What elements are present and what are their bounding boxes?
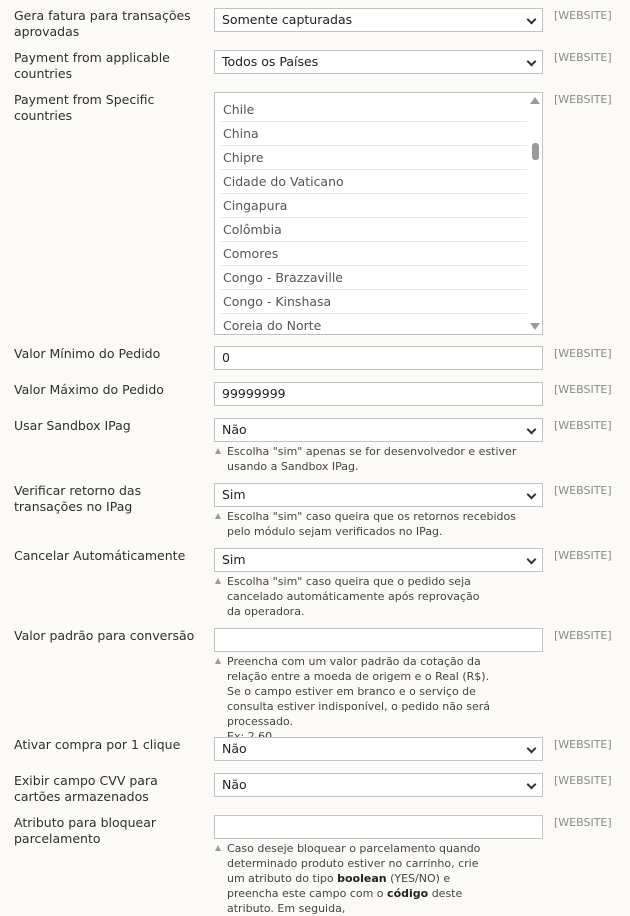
applicable-countries-value: Todos os Países	[222, 54, 319, 69]
one-click-select-value: Não	[222, 741, 247, 756]
verify-return-select-value: Sim	[222, 487, 246, 502]
invoice-select-value: Somente capturadas	[222, 12, 353, 27]
cvv-stored-select-value: Não	[222, 777, 247, 792]
scope-label: [WEBSITE]	[554, 484, 612, 497]
sandbox-label: Usar Sandbox IPag	[14, 418, 131, 433]
note-arrow-icon	[215, 845, 221, 851]
block-installments-note	[227, 841, 497, 916]
sandbox-select-value: Não	[222, 422, 247, 437]
scope-label: [WEBSITE]	[554, 549, 612, 562]
one-click-select[interactable]	[214, 737, 543, 761]
min-order-input[interactable]	[214, 346, 543, 370]
country-option[interactable]: Cidade do Vaticano	[221, 171, 527, 194]
scope-label: [WEBSITE]	[554, 51, 612, 64]
note-arrow-icon	[215, 448, 221, 454]
country-option[interactable]: Coreia do Norte	[223, 318, 322, 333]
note-text: deste atributo. Em seguida,	[227, 887, 463, 915]
scroll-up-arrow-icon[interactable]	[530, 97, 540, 104]
sandbox-note: Escolha "sim" apenas se for desenvolvedor e estiver usando a Sandbox IPag.	[227, 445, 517, 473]
country-option[interactable]: Chile	[221, 99, 527, 122]
max-order-label: Valor Máximo do Pedido	[14, 382, 164, 397]
country-option[interactable]: Comores	[221, 243, 527, 266]
note-arrow-icon	[215, 658, 221, 664]
country-option[interactable]: Congo - Kinshasa	[221, 291, 527, 314]
max-order-value: 99999999	[222, 386, 286, 401]
verify-return-select[interactable]	[214, 483, 543, 507]
scope-label: [WEBSITE]	[554, 419, 612, 432]
note-arrow-icon	[215, 578, 221, 584]
country-option[interactable]: Chipre	[221, 147, 527, 170]
conversion-note-text: Preencha com um valor padrão da cotação da relação entre a moeda de origem e o Real (R$). Se o campo estiver em branco e o serviço de consulta estiver indisponível, o pedido não será processado.	[227, 655, 491, 728]
conversion-input[interactable]	[214, 628, 543, 652]
cvv-stored-select[interactable]	[214, 773, 543, 797]
note-bold-boolean: boolean	[337, 872, 387, 885]
note-text: Caso deseje bloquear o parcelamento quando determinado produto estiver no carrinho, crie um atributo do tipo	[227, 842, 481, 885]
block-installments-input[interactable]	[214, 815, 543, 839]
max-order-input[interactable]	[214, 382, 543, 406]
scope-label: [WEBSITE]	[554, 9, 612, 22]
auto-cancel-label: Cancelar Automáticamente	[14, 548, 186, 563]
auto-cancel-select[interactable]	[214, 548, 543, 572]
scope-label: [WEBSITE]	[554, 629, 612, 642]
block-installments-label: Atributo para bloquear parcelamento	[14, 815, 156, 846]
scope-label: [WEBSITE]	[554, 774, 612, 787]
auto-cancel-note: Escolha "sim" caso queira que o pedido seja cancelado automáticamente após reprovação da operadora.	[227, 575, 480, 618]
sandbox-select[interactable]	[214, 418, 543, 442]
verify-return-note: Escolha "sim" caso queira que os retornos recebidos pelo módulo sejam verificados no IPag.	[227, 510, 516, 538]
note-bold-code: código	[387, 887, 429, 900]
auto-cancel-select-value: Sim	[222, 552, 246, 567]
applicable-countries-label: Payment from applicable countries	[14, 50, 170, 81]
scope-label: [WEBSITE]	[554, 383, 612, 396]
min-order-label: Valor Mínimo do Pedido	[14, 346, 161, 361]
scrollbar-thumb[interactable]	[532, 143, 539, 160]
specific-countries-multiselect[interactable]	[214, 92, 543, 335]
scroll-down-arrow-icon[interactable]	[530, 323, 540, 330]
invoice-label: Gera fatura para transações aprovadas	[14, 8, 191, 39]
one-click-label: Ativar compra por 1 clique	[14, 737, 181, 752]
country-option[interactable]: Colômbia	[221, 219, 527, 242]
verify-return-label: Verificar retorno das transações no IPag	[14, 483, 142, 514]
conversion-note	[227, 654, 497, 744]
conversion-label: Valor padrão para conversão	[14, 628, 195, 643]
applicable-countries-select[interactable]	[214, 50, 543, 74]
scope-label: [WEBSITE]	[554, 816, 612, 829]
note-arrow-icon	[215, 513, 221, 519]
scrollbar[interactable]	[528, 93, 542, 334]
note-text: (YES/NO) e preencha este campo com o	[227, 872, 451, 900]
scope-label: [WEBSITE]	[554, 738, 612, 751]
min-order-value: 0	[222, 350, 230, 365]
country-option[interactable]: Cingapura	[221, 195, 527, 218]
scope-label: [WEBSITE]	[554, 347, 612, 360]
cvv-stored-label: Exibir campo CVV para cartões armazenados	[14, 773, 158, 804]
country-option[interactable]: China	[221, 123, 527, 146]
scope-label: [WEBSITE]	[554, 93, 612, 106]
specific-countries-label: Payment from Specific countries	[14, 92, 155, 123]
country-option[interactable]: Congo - Brazzaville	[221, 267, 527, 290]
invoice-select[interactable]	[214, 8, 543, 32]
